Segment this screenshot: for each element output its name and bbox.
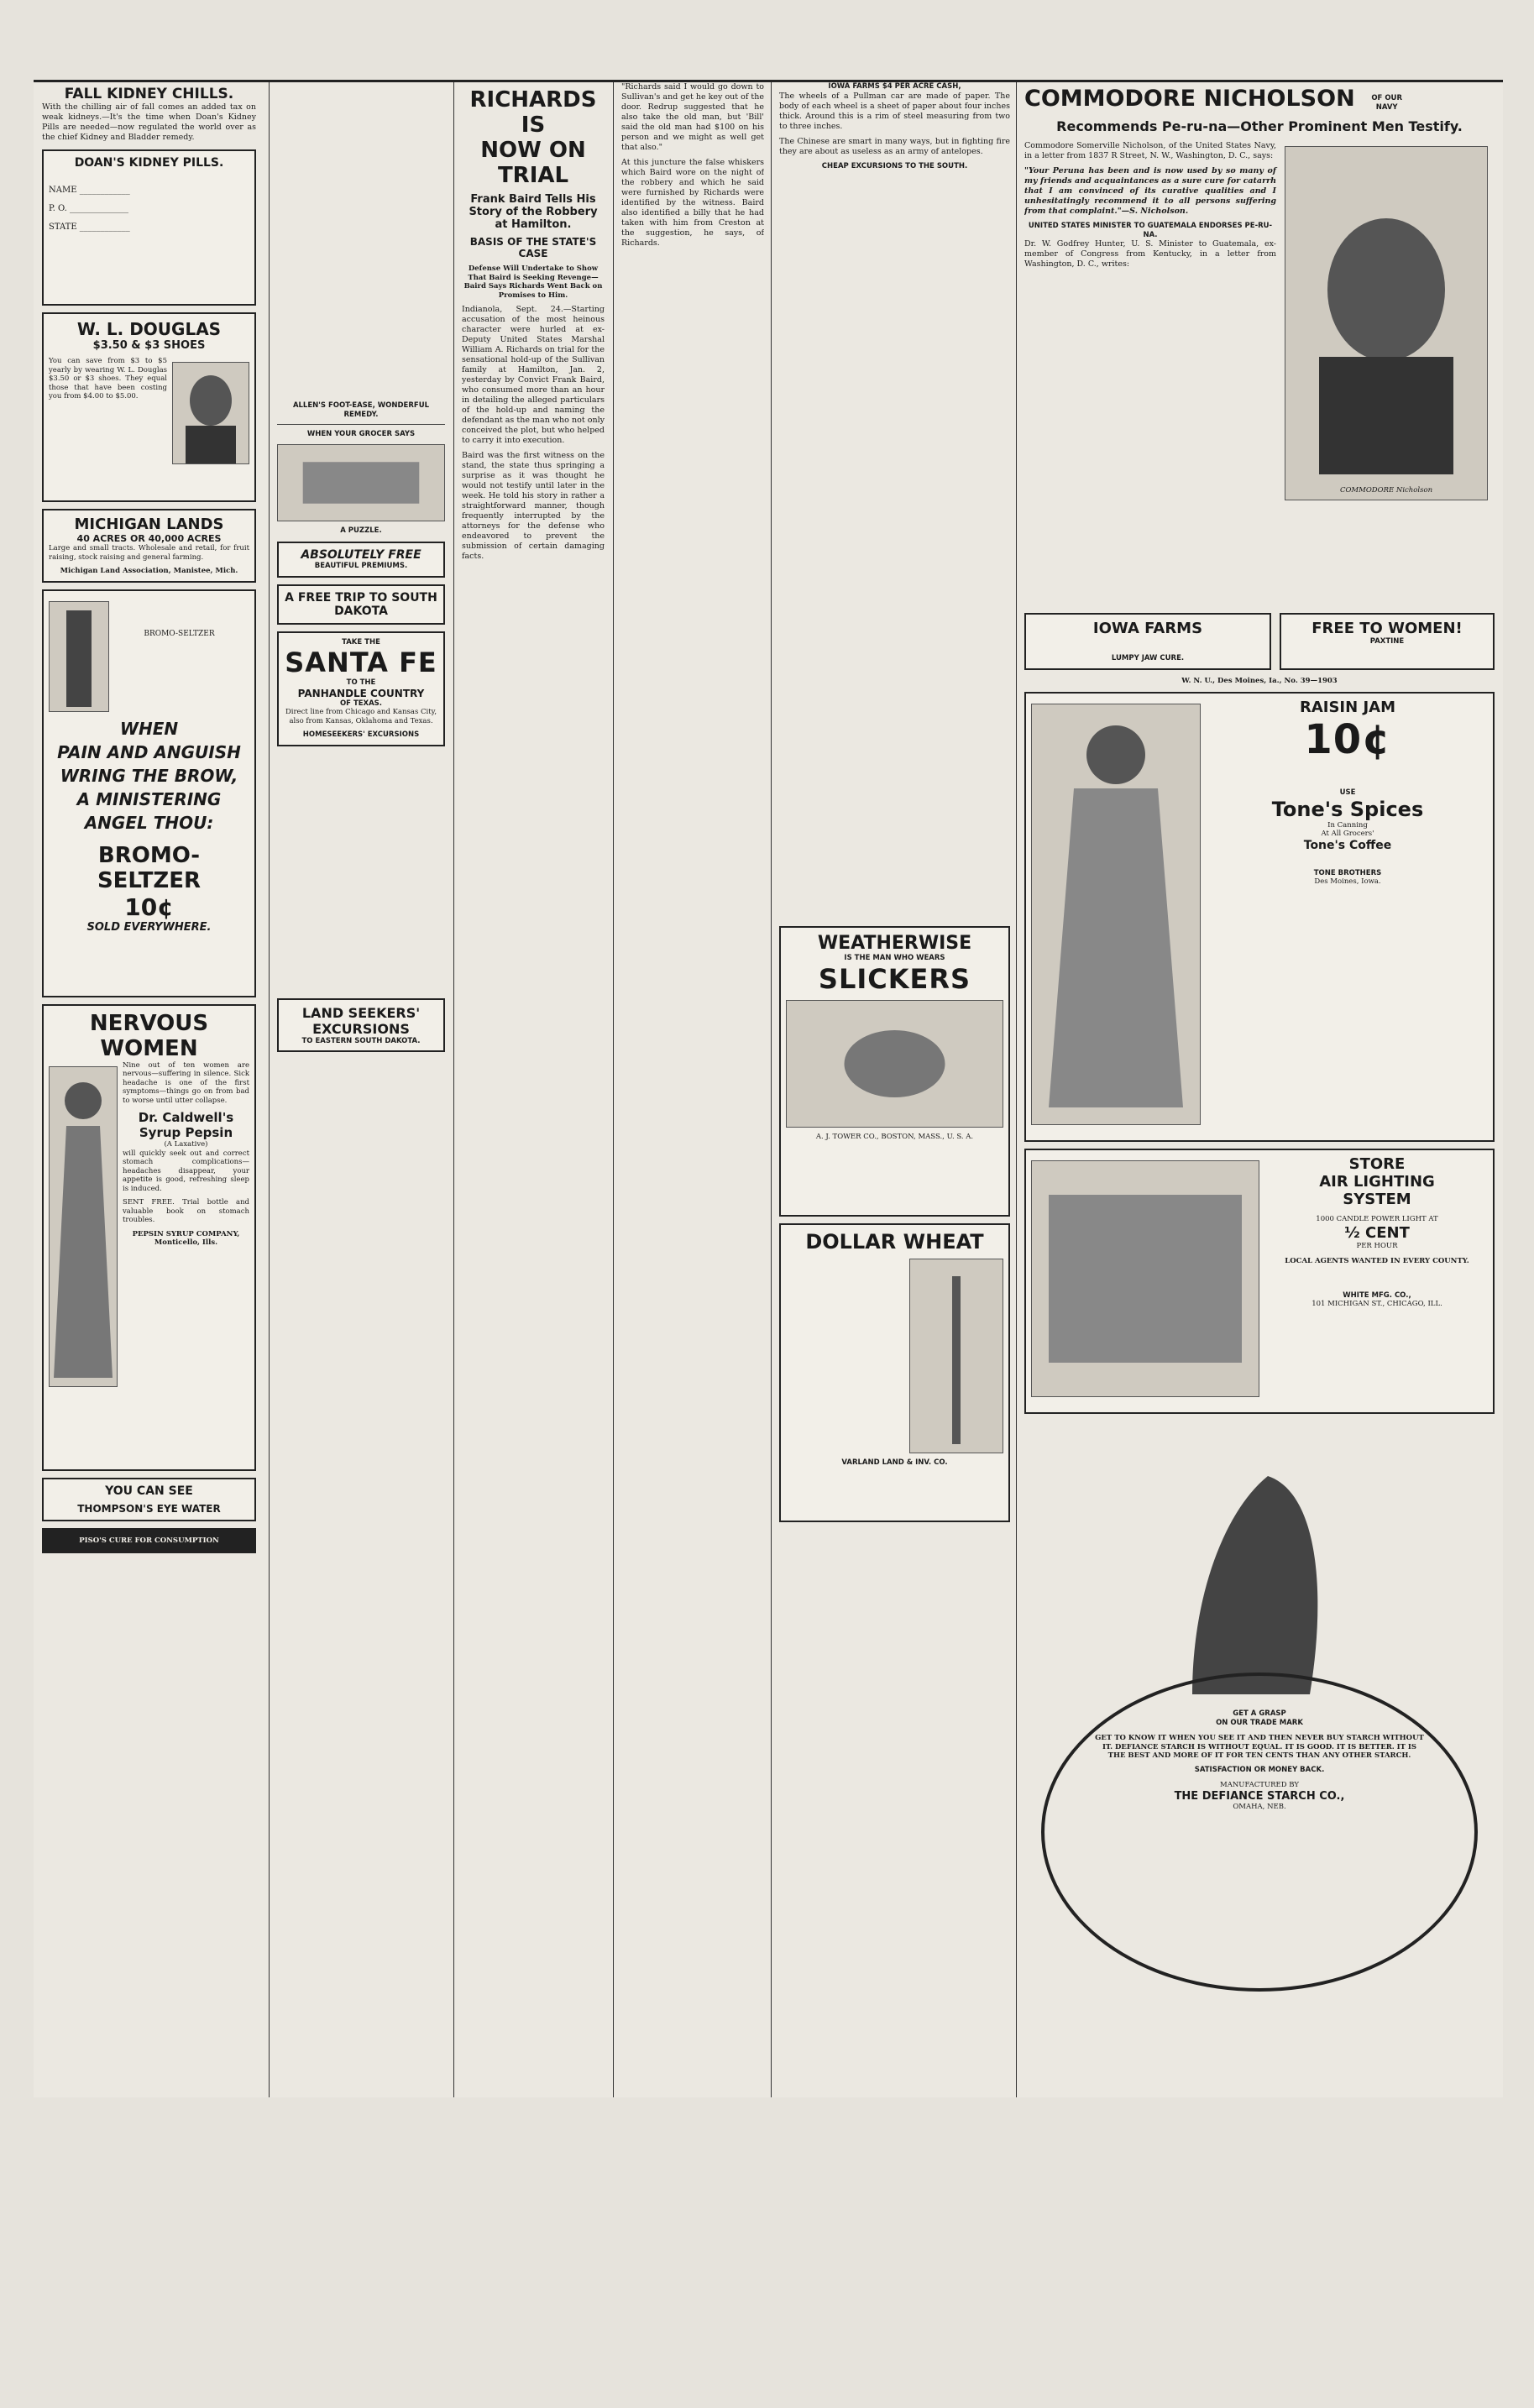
article-paragraph: At this juncture the false whiskers which Baird wore on the night of the robbery and which he said were furnished by Richards were identified by the witness. Baird also identified a billy that he had taken with him from Creston at the suggestion, he says, of Richards. xyxy=(621,158,764,248)
column-rule xyxy=(453,82,454,2097)
defiance-satisfaction: SATISFACTION OR MONEY BACK. xyxy=(1194,1765,1325,1774)
santafe-take: TAKE THE xyxy=(342,637,380,646)
piso-ad: PISO'S CURE FOR CONSUMPTION xyxy=(42,1528,256,1554)
store-illustration xyxy=(1031,1160,1259,1397)
column-rule xyxy=(269,82,270,2097)
douglas-title: W. L. DOUGLAS xyxy=(76,319,222,339)
column-4 xyxy=(621,82,764,2089)
defiance-trademark: ON OUR TRADE MARK xyxy=(1216,1718,1303,1727)
you-can-see-ad xyxy=(42,1478,256,1521)
column-6 xyxy=(1024,82,1495,2089)
michigan-firm: Michigan Land Association, Manistee, Mich. xyxy=(60,567,238,575)
coupon-state-field[interactable]: STATE ____________ xyxy=(49,222,130,232)
store-lighting-ad xyxy=(1024,1149,1495,1414)
portrait-caption: COMMODORE Nicholson xyxy=(1339,485,1433,495)
michigan-body: Large and small tracts. Wholesale and retail, for fruit raising, stock raising and general farming. xyxy=(49,544,249,562)
santafe-body: Direct line from Chicago and Kansas City, also from Kansas, Oklahoma and Texas. xyxy=(285,708,437,725)
coupon-name-field[interactable]: NAME ____________ xyxy=(49,186,130,195)
weatherwise-title: WEATHERWISE xyxy=(817,933,972,954)
free-women-title: FREE TO WOMEN! xyxy=(1311,620,1463,637)
commodore-quote: "Your Peruna has been and is now used by so many of my friends and acquaintances as a sure cure for catarrh that I am convinced of its curative qualities and I unhesitatingly recommend it to all persons suffering from that complaint."—S. Nicholson. xyxy=(1024,166,1276,216)
defiance-oval xyxy=(1041,1673,1478,1992)
column-2 xyxy=(277,401,445,2408)
santafe-texas: OF TEXAS. xyxy=(339,699,383,708)
weatherwise-subtitle: IS THE MAN WHO WEARS xyxy=(844,954,945,962)
slogan-line: ANGEL THOU: xyxy=(84,812,214,833)
wheat-illustration xyxy=(909,1259,1003,1453)
store-cent: ½ CENT xyxy=(1344,1223,1410,1242)
tones-grocers: At All Grocers' xyxy=(1321,830,1374,838)
slickers-ad xyxy=(779,926,1010,1217)
grocer-headline: WHEN YOUR GROCER SAYS xyxy=(306,430,416,438)
defiance-city: OMAHA, NEB. xyxy=(1233,1802,1286,1811)
iowa-farms-header: IOWA FARMS $4 PER ACRE CASH, xyxy=(828,82,961,91)
tones-title: Tone's Spices xyxy=(1271,797,1424,821)
slogan-line: WRING THE BROW, xyxy=(60,765,238,786)
column-rule xyxy=(1016,82,1017,2097)
douglas-subtitle: $3.50 & $3 SHOES xyxy=(92,339,206,352)
minister-headline: UNITED STATES MINISTER TO GUATEMALA ENDORSES PE-RU-NA. xyxy=(1028,222,1273,239)
tones-coffee: Tone's Coffee xyxy=(1303,838,1392,852)
douglas-body: You can save from $3 to $5 yearly by wearing W. L. Douglas $3.50 or $3 shoes. They equal those that have been costing you from $4.00 to $5.00. xyxy=(49,357,167,400)
column-rule xyxy=(771,82,772,2097)
slickers-title: SLICKERS xyxy=(818,962,971,995)
column-rule xyxy=(613,82,614,2097)
kidney-intro: With the chilling air of fall comes an added tax on weak kidneys.—It's the time when Doan's Kidney Pills are needed—now regulated the world over as the chief Kidney and Bladder remedy. xyxy=(42,102,256,142)
article-paragraph: The Chinese are smart in many ways, but in fighting fire they are about as useless as an army of antelopes. xyxy=(779,136,1010,156)
headline xyxy=(462,87,605,188)
deck-2: BASIS OF THE STATE'S CASE xyxy=(469,236,597,259)
caldwell-body: will quickly seek out and correct stomach complications—headaches disappear, your appetite is good, refreshing sleep is induced. xyxy=(123,1149,249,1193)
slogan-line: WHEN xyxy=(119,718,179,739)
kidney-headline: FALL KIDNEY CHILLS. xyxy=(64,86,234,102)
white-mfg: WHITE MFG. CO., xyxy=(1343,1290,1411,1300)
wnu-line: W. N. U., Des Moines, Ia., No. 39—1903 xyxy=(1181,676,1338,685)
iowa-farms-title: IOWA FARMS xyxy=(1092,620,1203,637)
defiance-body: GET TO KNOW IT WHEN YOU SEE IT AND THEN NEVER BUY STARCH WITHOUT IT. DEFIANCE STARCH IS WITHOUT EQUAL. IT IS GOOD. IT IS BETTER. IT IS THE BEST AND MORE OF IT FOR TEN CENTS THAN ANY OTHER STARCH. xyxy=(1095,1734,1424,1760)
free-trip-title: A FREE TRIP TO SOUTH DAKOTA xyxy=(285,590,437,618)
caldwell-free: SENT FREE. Trial bottle and valuable book on stomach troubles. xyxy=(123,1198,249,1224)
deck-1: Frank Baird Tells His Story of the Robbery at Hamilton. xyxy=(469,193,598,231)
tones-use: USE xyxy=(1339,788,1356,797)
santafe-country: PANHANDLE COUNTRY xyxy=(297,687,425,699)
bromo-label: BROMO-SELTZER xyxy=(144,629,215,638)
portrait-illustration xyxy=(172,362,249,464)
puzzle-headline: A PUZZLE. xyxy=(340,526,382,535)
headline-line-2: NOW ON TRIAL xyxy=(480,138,586,188)
commodore-title: COMMODORE NICHOLSON xyxy=(1024,86,1355,112)
tones-firm: TONE BROTHERS xyxy=(1313,868,1382,877)
lumpy-jaw-headline: LUMPY JAW CURE. xyxy=(1111,654,1185,662)
varland-firm: VARLAND LAND & INV. CO. xyxy=(841,1458,948,1467)
article-paragraph: Indianola, Sept. 24.—Starting accusation of the most heinous character were hurled at ex-Deputy United States Marshal William A. Richards on trial for the sensational hold-up of the Sullivan family at Hamilton, Jan. 2, yesterday by Convict Frank Baird, who consumed more than an hour in detailing the alleged particulars of the hold-up and naming the defendant as the man who not only conceived the plot, but who helped to carry it into execution. xyxy=(462,305,605,445)
thompson-eye-water: THOMPSON'S EYE WATER xyxy=(77,1502,221,1515)
dollar-wheat-ad xyxy=(779,1223,1010,1522)
article-paragraph: "Richards said I would go down to Sullivan's and get he key out of the door. Redrup suggested that he also take the old man, but 'Bill' said the old man had $100 on his person and we might as well get that also." xyxy=(621,82,764,152)
store-agents: LOCAL AGENTS WANTED IN EVERY COUNTY. xyxy=(1285,1257,1469,1265)
caldwell-title: Dr. Caldwell's Syrup Pepsin xyxy=(138,1110,234,1140)
column-1 xyxy=(42,82,256,2089)
newspaper-page xyxy=(34,80,1503,2097)
paxtine-label: PAXTINE xyxy=(1369,637,1405,646)
land-seekers-ad xyxy=(277,998,445,1053)
santafe-title: SANTA FE xyxy=(285,646,437,678)
defiance-mfg: MANUFACTURED BY xyxy=(1220,1781,1299,1789)
tones-spices-ad xyxy=(1024,692,1495,1142)
douglas-ad xyxy=(42,312,256,502)
store-title-3: SYSTEM xyxy=(1343,1191,1411,1208)
iowa-farms-ad xyxy=(1024,613,1271,670)
footease-headline: ALLEN'S FOOT-EASE, WONDERFUL REMEDY. xyxy=(292,401,430,419)
land-title: LAND SEEKERS' EXCURSIONS xyxy=(301,1004,421,1037)
deck-3: Defense Will Undertake to Show That Baird is Seeking Revenge—Baird Says Richards Went Back on Promises to Him. xyxy=(463,264,603,300)
dollar-wheat-title: DOLLAR WHEAT xyxy=(805,1230,984,1254)
coupon-po-field[interactable]: P. O. ______________ xyxy=(49,204,129,213)
article-paragraph: The wheels of a Pullman car are made of paper. The body of each wheel is a sheet of paper about four inches thick. Around this is a rim of steel measuring from two to three inches. xyxy=(779,91,1010,131)
land-subtitle: TO EASTERN SOUTH DAKOTA. xyxy=(301,1036,421,1045)
commodore-portrait xyxy=(1285,146,1488,500)
caldwell-firm: PEPSIN SYRUP COMPANY, Monticello, Ills. xyxy=(132,1229,240,1247)
coupon-form xyxy=(49,181,249,237)
commodore-body: Commodore Somerville Nicholson, of the United States Navy, in a letter from 1837 R Street, N. W., Washington, D. C., says: xyxy=(1024,141,1276,160)
see-title: YOU CAN SEE xyxy=(105,1484,193,1498)
nervous-body: Nine out of ten women are nervous—suffering in silence. Sick headache is one of the first symptoms—things go on from bad to worse until utter collapse. xyxy=(123,1060,249,1105)
paxtine-ad xyxy=(1280,613,1495,670)
doans-ad xyxy=(42,149,256,306)
nervous-women-ad xyxy=(42,1004,256,1471)
tones-city: Des Moines, Iowa. xyxy=(1314,877,1381,886)
santa-fe-ad xyxy=(277,631,445,746)
commodore-of-navy: OF OUR NAVY xyxy=(1371,94,1402,112)
slogan-line: A MINISTERING xyxy=(76,788,222,809)
fish-brand-illustration xyxy=(786,1000,1003,1128)
tones-price: 10¢ xyxy=(1304,716,1391,763)
commodore-subtitle: Recommends Pe-ru-na—Other Prominent Men Testify. xyxy=(1056,118,1463,134)
slogan-line: PAIN AND ANGUISH xyxy=(57,741,241,762)
puzzle-illustration xyxy=(277,444,445,521)
michigan-title: MICHIGAN LANDS xyxy=(74,516,224,533)
minister-body: Dr. W. Godfrey Hunter, U. S. Minister to Guatemala, ex-member of Congress from Kentucky, in a letter from Washington, D. C., writes: xyxy=(1024,239,1276,269)
bromo-price: 10¢ xyxy=(124,893,174,921)
michigan-ad xyxy=(42,509,256,583)
bottle-illustration xyxy=(49,601,109,712)
free-trip-ad xyxy=(277,584,445,625)
tones-canning: In Canning xyxy=(1327,820,1368,830)
hand-illustration xyxy=(1142,1442,1360,1694)
white-address: 101 MICHIGAN ST., CHICAGO, ILL. xyxy=(1311,1300,1442,1308)
defiance-grasp: GET A GRASP xyxy=(1233,1709,1286,1718)
bromo-tagline: SOLD EVERYWHERE. xyxy=(86,920,212,934)
store-hour: PER HOUR xyxy=(1356,1241,1398,1250)
caldwell-subtitle: (A Laxative) xyxy=(164,1140,208,1149)
cook-illustration xyxy=(1031,704,1201,1125)
column-5 xyxy=(779,82,1010,2089)
nervous-title: NERVOUS WOMEN xyxy=(89,1010,209,1061)
doans-label: DOAN'S KIDNEY PILLS. xyxy=(74,156,224,170)
column-3 xyxy=(462,82,605,2089)
absolutely-subtitle: BEAUTIFUL PREMIUMS. xyxy=(314,562,408,570)
homeseekers-headline: HOMESEEKERS' EXCURSIONS xyxy=(302,730,420,739)
absolutely-free-ad xyxy=(277,542,445,578)
bromo-ad xyxy=(42,589,256,997)
headline-line-1: RICHARDS IS xyxy=(469,87,597,138)
bromo-brand: BROMO-SELTZER xyxy=(97,842,202,893)
cheap-excursions-headline: CHEAP EXCURSIONS TO THE SOUTH. xyxy=(821,161,968,170)
defiance-starch-ad xyxy=(1024,1421,1495,2025)
store-candle: 1000 CANDLE POWER LIGHT AT xyxy=(1316,1215,1438,1223)
store-title-2: AIR LIGHTING xyxy=(1319,1173,1435,1191)
store-title-1: STORE xyxy=(1348,1155,1406,1173)
defiance-firm: THE DEFIANCE STARCH CO., xyxy=(1174,1789,1345,1803)
absolutely-title: ABSOLUTELY FREE xyxy=(301,548,421,562)
woman-illustration xyxy=(49,1066,118,1387)
article-paragraph: Baird was the first witness on the stand, the state thus springing a surprise as it was thought he would not testify until later in the week. He told his story in rather a straightforward manner, though frequently interrupted by the attorneys for the defense who endeavored to prevent the submission of certain damaging facts. xyxy=(462,451,605,561)
michigan-subtitle: 40 ACRES OR 40,000 ACRES xyxy=(76,533,222,544)
santafe-to: TO THE xyxy=(346,678,376,687)
tower-firm: A. J. TOWER CO., BOSTON, MASS., U. S. A. xyxy=(815,1132,974,1141)
raisin-jam-title: RAISIN JAM xyxy=(1299,699,1396,716)
